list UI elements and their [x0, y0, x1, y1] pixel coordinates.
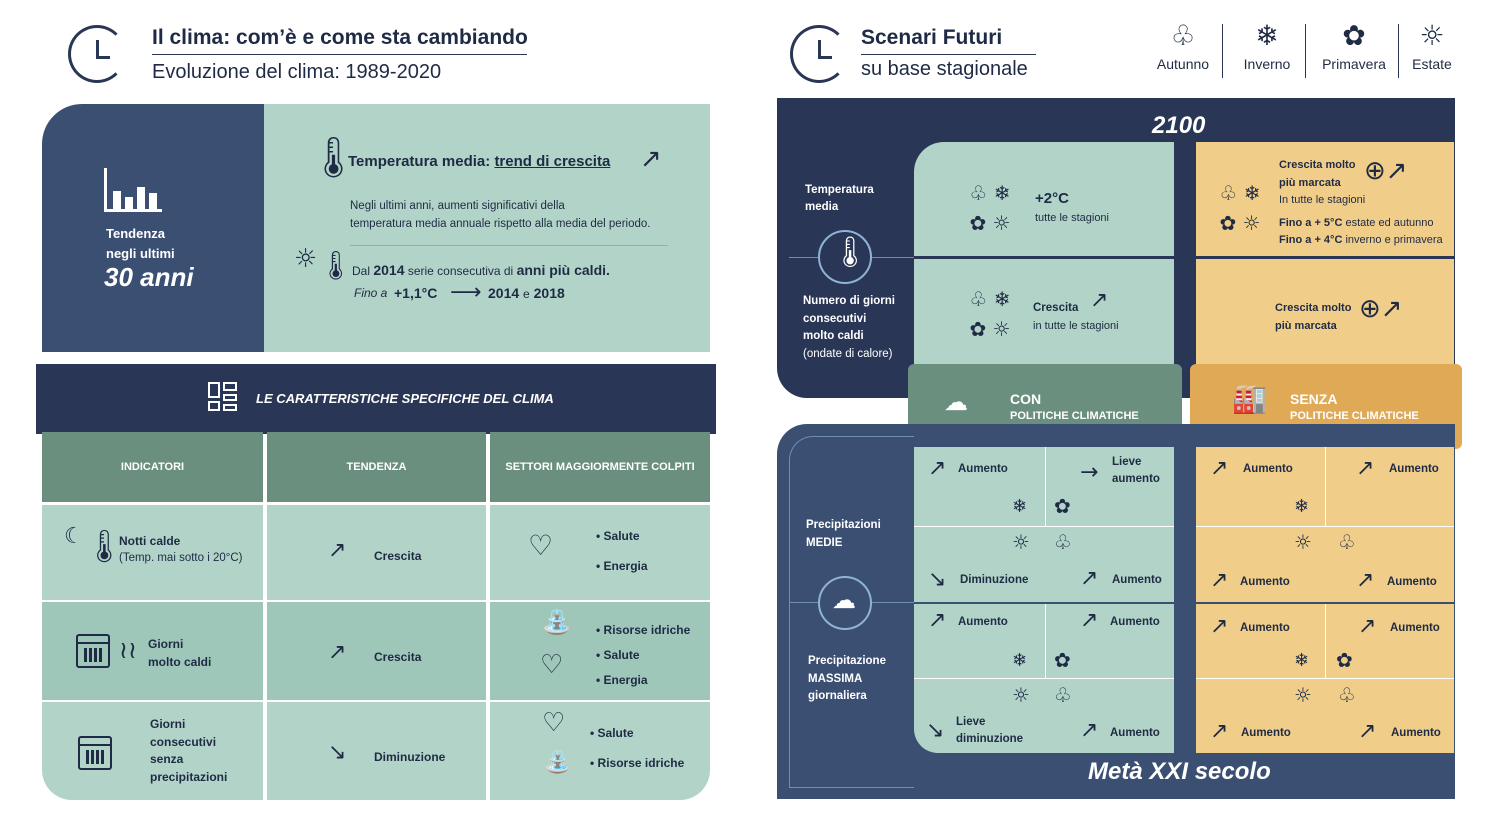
sun-icon: ☼	[1012, 683, 1030, 707]
row1-sector2: Energia	[603, 559, 648, 573]
water-resources-icon: ⛲	[544, 750, 572, 775]
trend-up-icon: ↗	[1210, 456, 1229, 481]
label-prec-a: Precipitazioni	[806, 519, 881, 531]
snowflake-icon: ❄	[1012, 650, 1028, 671]
grid-line	[914, 678, 1174, 679]
label-max-a: Precipitazione	[808, 655, 886, 667]
leaf-icon: ♧	[1338, 530, 1356, 554]
slight-down-icon: ↘	[926, 718, 945, 743]
row3-sector2: Risorse idriche	[597, 756, 685, 770]
senza-h2: più marcata	[1275, 319, 1337, 332]
trend-up-icon: ↗	[1090, 288, 1109, 313]
leaf-icon: ♧	[1054, 683, 1072, 707]
grid-line	[914, 526, 1174, 527]
divider	[1305, 24, 1306, 78]
senza-head: SENZA	[1290, 391, 1338, 407]
flower-icon: ✿	[1054, 494, 1071, 518]
snowflake-icon: ❄	[1012, 496, 1028, 517]
slight-up-icon: →	[1080, 460, 1099, 485]
heat-waves-icon: ≀≀	[119, 636, 137, 664]
con-prec-inverno-b: aumento	[1112, 473, 1160, 485]
th-tendenza: TENDENZA	[267, 432, 486, 502]
con-head: CON	[1010, 391, 1042, 407]
con-sub: POLITICHE CLIMATICHE	[1010, 410, 1139, 422]
calendar-icon	[78, 736, 112, 770]
year-b: 2018	[533, 285, 565, 301]
upto: Fino a	[354, 286, 388, 300]
label-hot-b: consecutivi	[803, 312, 867, 325]
label-max-c: giornaliera	[808, 690, 867, 702]
hot-b: serie consecutiva di	[404, 264, 517, 278]
hot-year: 2014	[373, 262, 405, 278]
rain-cloud-icon: ☁	[832, 586, 856, 614]
health-icon: ♡	[542, 708, 566, 738]
grid-line	[1325, 602, 1326, 678]
senza-prec-estate: Aumento	[1240, 576, 1290, 588]
title-underline	[861, 54, 1036, 55]
row1-sectors	[490, 505, 710, 600]
right-title: Scenari Futuri	[861, 26, 1003, 49]
label-hot-d: (ondate di calore)	[803, 347, 893, 360]
row2-ind1: Giorni	[148, 637, 184, 651]
thermometer-icon: 🌡	[308, 135, 359, 181]
snowflake-icon: ❄	[1294, 650, 1310, 671]
row1-sector1: Salute	[603, 529, 640, 543]
season-label: Estate	[1412, 56, 1452, 72]
trend-up-icon: ↗	[1356, 456, 1375, 481]
banner-title: LE CARATTERISTICHE SPECIFICHE DEL CLIMA	[256, 391, 554, 406]
trend-down-icon: ↘	[328, 740, 347, 765]
grid-line	[1045, 602, 1046, 678]
row1-trend: Crescita	[374, 549, 422, 563]
con-grid	[914, 447, 1174, 753]
row3-ind2: consecutivi	[150, 734, 217, 749]
trend-up-icon: ↗	[328, 538, 347, 563]
trend-up-icon: ↗	[1080, 718, 1099, 743]
sun-icon: ☼	[1419, 19, 1445, 52]
season-estate	[1406, 19, 1458, 72]
left-title: Il clima: com’è e come sta cambiando	[152, 26, 528, 49]
thermometer-icon: 🌡	[831, 235, 870, 270]
row1-ind2: (Temp. mai sotto i 20°C)	[119, 552, 243, 564]
row3-ind3: senza	[150, 752, 184, 766]
row1-ind1: Notti calde	[119, 534, 181, 548]
grid-line	[1045, 447, 1046, 527]
row2-sector1: Risorse idriche	[603, 623, 691, 637]
sun-icon: ☼	[1012, 530, 1030, 554]
temp-value: +1,1°C	[394, 285, 438, 301]
year-midcentury: Metà XXI secolo	[1088, 758, 1271, 785]
trend-down-icon: ↘	[928, 567, 947, 592]
leaf-icon: ♧	[1338, 683, 1356, 707]
grid-line	[1196, 602, 1454, 604]
row3-ind1: Giorni	[150, 717, 186, 731]
season-label: Inverno	[1243, 56, 1291, 72]
temp-desc1: Negli ultimi anni, aumenti significativi della	[350, 200, 565, 212]
grid-icon	[208, 382, 238, 412]
seasons-icon-group: ♧ ❄ ✿ ☼	[969, 181, 1011, 235]
season-label: Autunno	[1156, 56, 1210, 72]
con-temp-val: +2°C	[1035, 190, 1069, 207]
trend-up-icon: ↗	[1358, 614, 1377, 639]
season-label: Primavera	[1322, 56, 1386, 72]
row3-ind4: precipitazioni	[150, 769, 228, 784]
row2-trend: Crescita	[374, 650, 422, 664]
sun-icon: ☼	[1294, 683, 1312, 707]
senza-h1: Crescita molto	[1275, 302, 1352, 314]
senza-prec-autunno: Aumento	[1243, 463, 1293, 475]
water-resources-icon: ⛲	[542, 608, 572, 636]
senza-t4b: estate ed autunno	[1342, 216, 1434, 229]
temp-desc2: temperatura media annuale rispetto alla media del periodo.	[350, 218, 651, 230]
con-hot-val: Crescita	[1033, 302, 1079, 314]
trend-up-icon: ↗	[1080, 608, 1099, 633]
leaf-icon: ♧	[1054, 530, 1072, 554]
grid-line	[1196, 678, 1454, 679]
sun-icon: ☼	[1294, 530, 1312, 554]
con-max-inverno: Aumento	[1110, 616, 1160, 628]
year-2100: 2100	[1152, 112, 1206, 139]
senza-t4a: Fino a + 5°C	[1279, 216, 1343, 229]
th-indicatori: INDICATORI	[42, 432, 263, 502]
health-energy-icon: ♡	[540, 650, 564, 680]
grid-line	[1325, 447, 1326, 527]
thermometer-icon: 🌡	[318, 249, 354, 282]
con-prec-primavera: Aumento	[1112, 574, 1162, 586]
con-max-estate-a: Lieve	[956, 716, 986, 728]
divider	[1222, 24, 1223, 78]
season-autunno	[1152, 19, 1214, 72]
bar-chart-icon	[104, 168, 164, 212]
th-settori: SETTORI MAGGIORMENTE COLPITI	[490, 432, 710, 502]
arrow-right-icon: ⟶	[450, 280, 482, 305]
senza-t5b: inverno e primavera	[1342, 234, 1443, 246]
moon-icon: ☾	[64, 524, 84, 549]
senza-max-estate: Aumento	[1241, 727, 1291, 739]
label-max-b: MASSIMA	[808, 672, 863, 685]
divider	[1398, 24, 1399, 78]
clock-icon	[790, 25, 848, 83]
flower-icon: ✿	[1342, 19, 1366, 52]
left-subtitle: Evoluzione del clima: 1989-2020	[152, 61, 442, 83]
temp-heading: Temperatura media:	[348, 153, 495, 170]
label-prec-b: MEDIE	[806, 537, 843, 549]
con-hot-sub: in tutte le stagioni	[1033, 320, 1119, 332]
grid-line	[914, 602, 1174, 604]
temp-heading-trend: trend di crescita	[494, 153, 611, 170]
plus-arrow-icon: ⊕↗	[1364, 156, 1408, 186]
trend-line1: Tendenza	[106, 226, 165, 241]
right-subtitle: su base stagionale	[861, 58, 1028, 80]
year-e: e	[523, 287, 530, 301]
label-temp-b: media	[805, 201, 839, 213]
flower-icon: ✿	[1336, 648, 1353, 672]
label-temp-a: Temperatura	[805, 184, 874, 196]
label-hot-a: Numero di giorni	[803, 295, 895, 307]
con-prec-estate: Diminuzione	[960, 574, 1029, 586]
sun-icon: ☼	[294, 244, 318, 274]
row3-sectors	[490, 702, 710, 800]
trend-up-icon: ↗	[1210, 719, 1229, 744]
title-underline	[152, 54, 527, 55]
trend-up-icon: ↗	[1358, 719, 1377, 744]
trend-up-icon: ↗	[328, 640, 347, 665]
season-primavera	[1316, 19, 1392, 72]
con-temp-sub: tutte le stagioni	[1035, 212, 1109, 224]
senza-max-autunno: Aumento	[1240, 622, 1290, 634]
row2-sector3: Energia	[603, 673, 648, 687]
seasons-icon-group: ♧ ❄ ✿ ☼	[969, 287, 1011, 341]
senza-prec-inverno: Aumento	[1389, 463, 1439, 475]
trend-up-icon: ↗	[1080, 566, 1099, 591]
senza-prec-primavera: Aumento	[1387, 576, 1437, 588]
row2-sector2: Salute	[603, 648, 640, 662]
factory-icon: 🏭	[1232, 382, 1267, 415]
con-prec-autunno: Aumento	[958, 463, 1008, 475]
con-max-autunno: Aumento	[958, 616, 1008, 628]
health-energy-icon: ♡	[528, 529, 554, 562]
trend-up-icon: ↗	[1210, 568, 1229, 593]
row3-trend: Diminuzione	[374, 750, 446, 764]
senza-sub: POLITICHE CLIMATICHE	[1290, 410, 1419, 422]
row3-sector1: Salute	[597, 726, 634, 740]
senza-t1: Crescita molto	[1279, 159, 1356, 171]
senza-t3: In tutte le stagioni	[1279, 194, 1366, 206]
plus-arrow-icon: ⊕↗	[1359, 294, 1403, 324]
clock-icon	[68, 25, 126, 83]
calendar-icon	[76, 634, 110, 668]
snowflake-icon: ❄	[1294, 496, 1310, 517]
senza-t5a: Fino a + 4°C	[1279, 234, 1343, 246]
hot-a: Dal	[352, 264, 374, 278]
trend-up-icon: ↗	[1356, 568, 1375, 593]
con-prec-inverno-a: Lieve	[1112, 456, 1142, 468]
snowflake-icon: ❄	[1255, 19, 1279, 52]
grid-line	[1196, 526, 1454, 527]
season-inverno	[1236, 19, 1298, 72]
senza-t2: più marcata	[1279, 176, 1341, 189]
senza-max-primavera: Aumento	[1391, 727, 1441, 739]
divider	[350, 245, 668, 246]
row2-ind2: molto caldi	[148, 655, 212, 669]
trend-up-icon: ↗	[640, 144, 662, 174]
seasons-icon-group: ♧ ❄ ✿ ☼	[1219, 181, 1261, 235]
label-hot-c: molto caldi	[803, 330, 864, 342]
con-max-primavera: Aumento	[1110, 727, 1160, 739]
trend-up-icon: ↗	[928, 456, 947, 481]
senza-max-inverno: Aumento	[1390, 622, 1440, 634]
flower-icon: ✿	[1054, 648, 1071, 672]
trend-up-icon: ↗	[928, 608, 947, 633]
year-a: 2014	[488, 285, 520, 301]
hot-c: anni più caldi.	[516, 262, 610, 278]
trend-line2: negli ultimi	[106, 246, 175, 261]
thermometer-icon: 🌡	[84, 527, 125, 565]
trend-big: 30 anni	[104, 262, 194, 292]
con-max-estate-b: diminuzione	[956, 733, 1024, 745]
leaf-icon: ♧	[1170, 19, 1196, 52]
co2-cloud-icon: ☁	[944, 388, 968, 416]
trend-up-icon: ↗	[1210, 614, 1229, 639]
